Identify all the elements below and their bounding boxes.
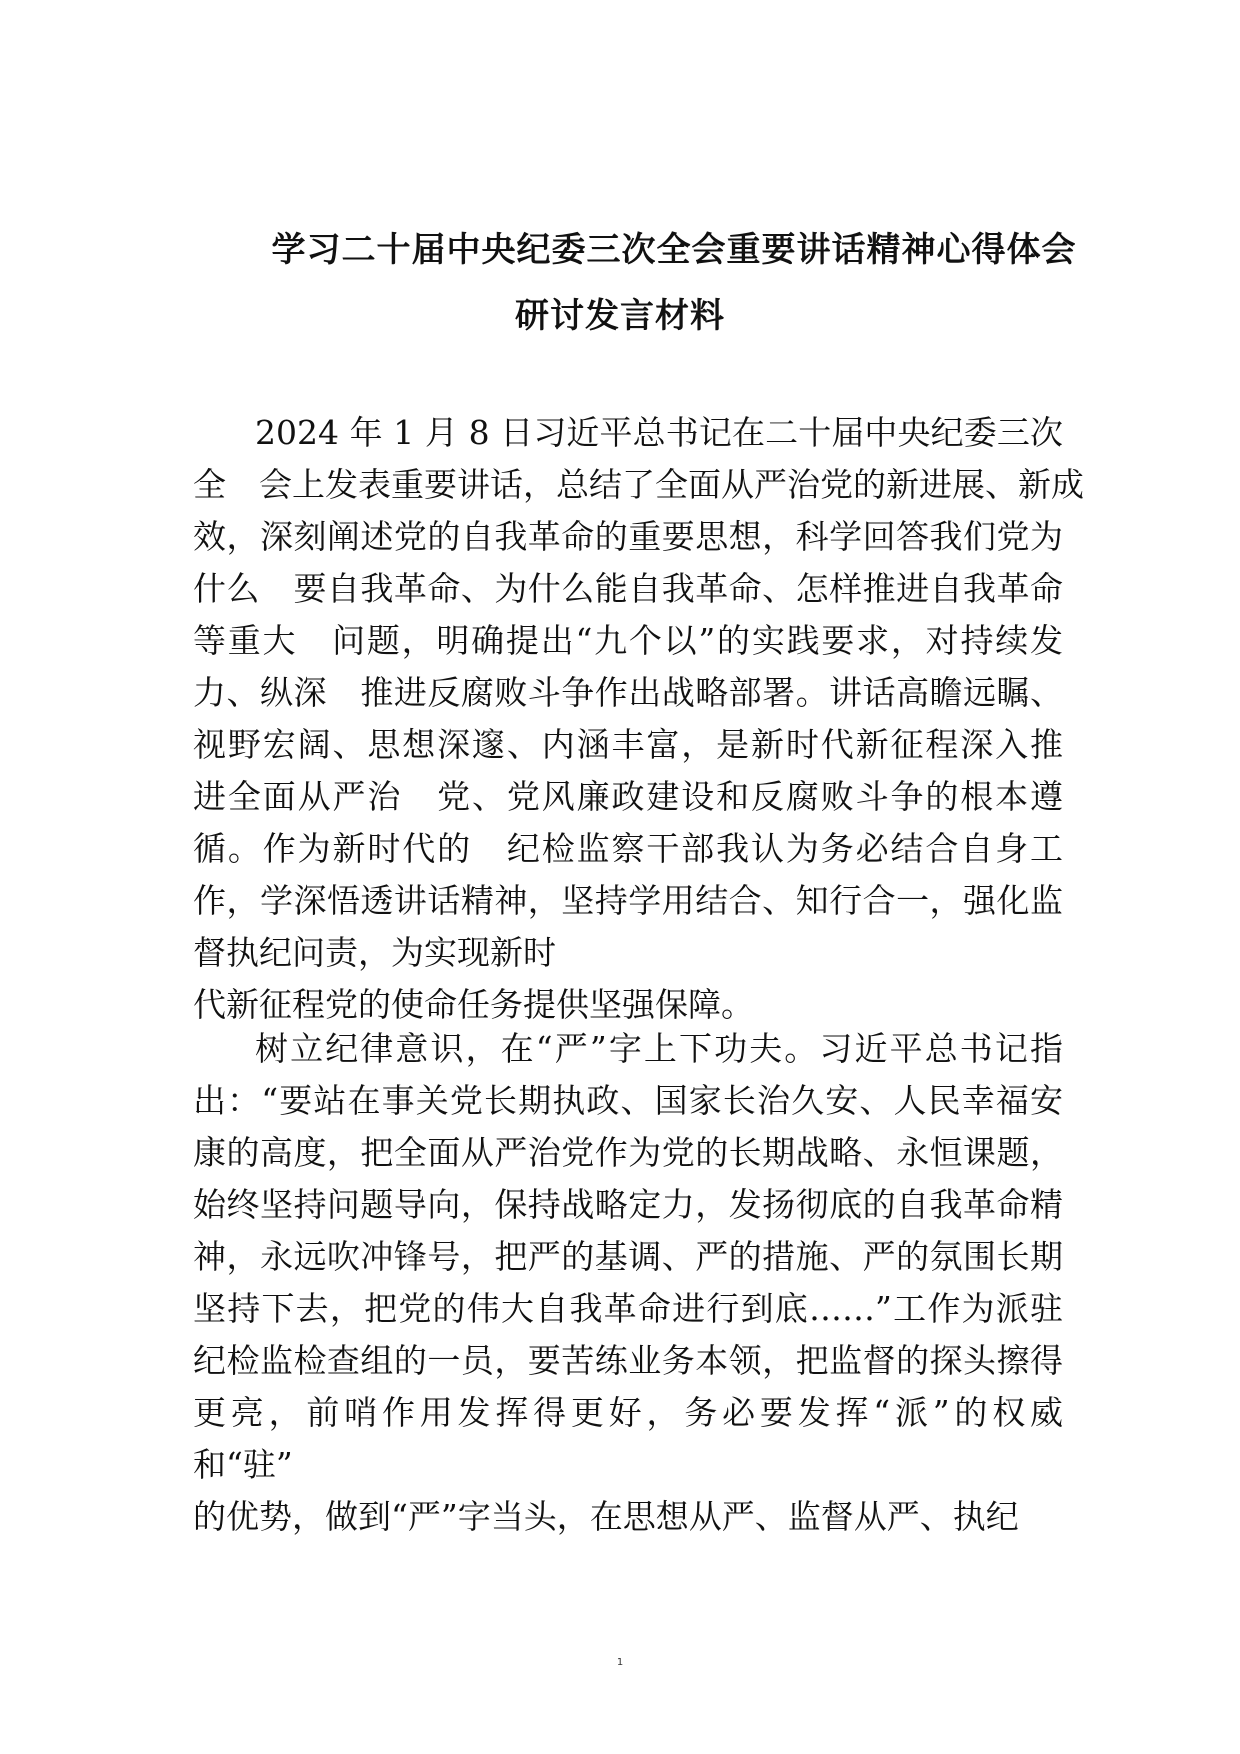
document-subtitle: 研讨发言材料 [515,296,725,336]
text-line: 和“驻” [193,1445,293,1484]
text-line: 2024 年 1 月 8 日习近平总书记在二十届中央纪委三次 [255,413,1063,452]
text-line: 进全面从严治 党、党风廉政建设和反腐败斗争的根本遵 [193,777,1063,816]
text-line: 树立纪律意识，在“严”字上下功夫。习近平总书记指 [255,1029,1063,1068]
text-line: 更亮，前哨作用发挥得更好，务必要发挥“派”的权威 [193,1393,1063,1432]
paragraph-1 [193,407,1084,1031]
text-line: 等重大 问题，明确提出“九个以”的实践要求，对持续发 [193,621,1063,660]
text-line: 视野宏阔、思想深邃、内涵丰富，是新时代新征程深入推 [193,725,1063,764]
text-line: 代新征程党的使命任务提供坚强保障。 [193,985,754,1024]
text-line: 康的高度，把全面从严治党作为党的长期战略、永恒课题， [193,1133,1063,1172]
text-line: 什么 要自我革命、为什么能自我革命、怎样推进自我革命 [193,569,1063,608]
text-line: 出：“要站在事关党长期执政、国家长治久安、人民幸福安 [193,1081,1063,1120]
document-title: 学习二十届中央纪委三次全会重要讲话精神心得体会 [271,230,1077,270]
text-line: 始终坚持问题导向，保持战略定力，发扬彻底的自我革命精 [193,1185,1063,1224]
text-line: 坚持下去，把党的伟大自我革命进行到底……”工作为派驻 [193,1289,1063,1328]
paragraph-2 [193,1023,1063,1543]
text-line: 的优势，做到“严”字当头，在思想从严、监督从严、执纪 [193,1497,1019,1536]
text-line: 全 会上发表重要讲话，总结了全面从严治党的新进展、新成 [193,465,1084,504]
text-line: 效，深刻阐述党的自我革命的重要思想，科学回答我们党为 [193,517,1063,556]
text-line: 神，永远吹冲锋号，把严的基调、严的措施、严的氛围长期 [193,1237,1063,1276]
text-line: 力、纵深 推进反腐败斗争作出战略部署。讲话高瞻远瞩、 [193,673,1063,712]
text-line: 督执纪问责，为实现新时 [193,933,556,972]
page-number: 1 [616,1657,624,1668]
text-line: 作，学深悟透讲话精神，坚持学用结合、知行合一，强化监 [193,881,1063,920]
text-line: 纪检监检查组的一员，要苦练业务本领，把监督的探头擦得 [193,1341,1063,1380]
text-line: 循。作为新时代的 纪检监察干部我认为务必结合自身工 [193,829,1063,868]
